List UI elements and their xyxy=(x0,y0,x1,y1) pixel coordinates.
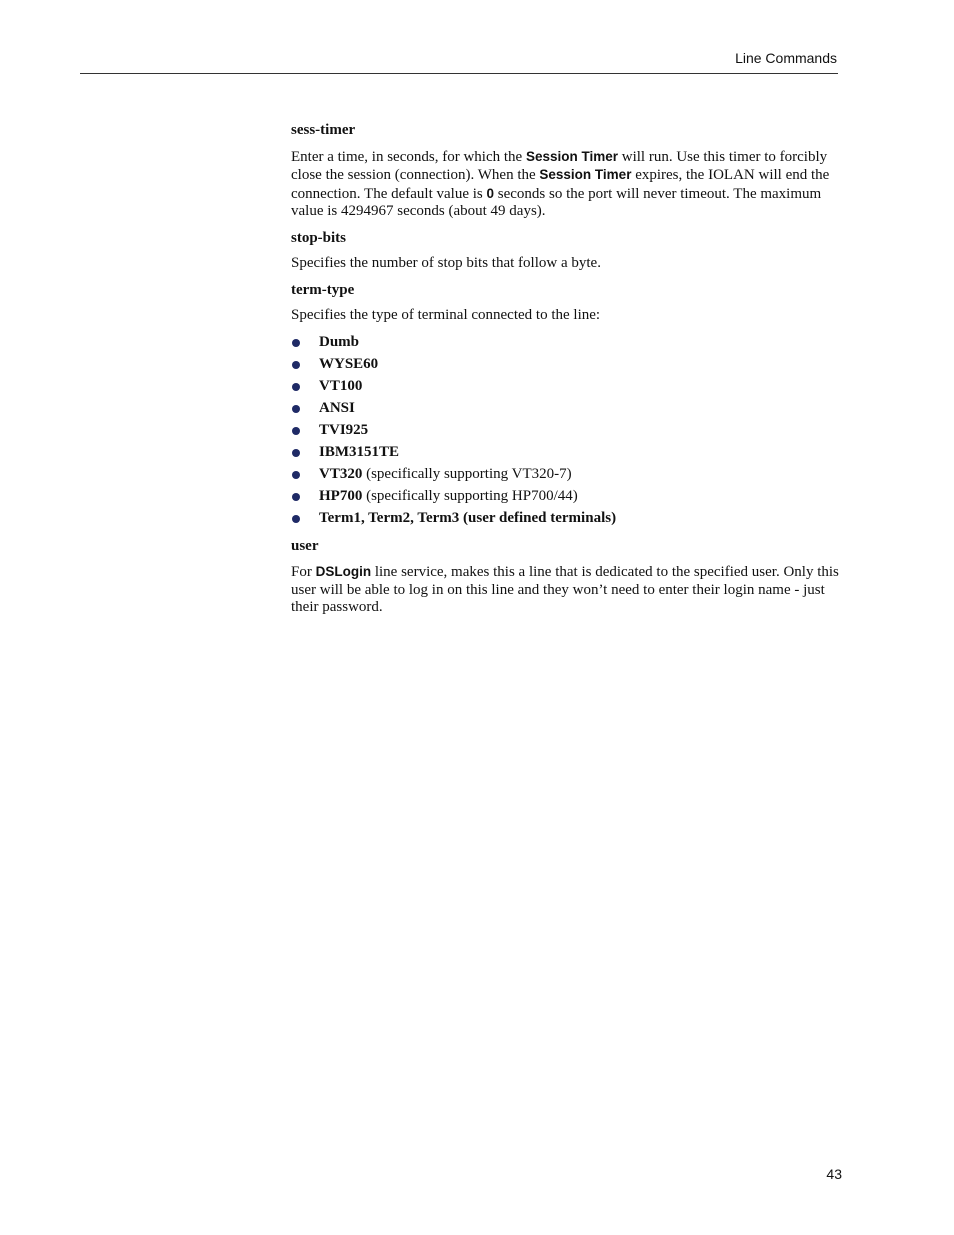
list-item: VT100 xyxy=(291,375,839,397)
bullet-icon xyxy=(292,449,300,457)
list-item: WYSE60 xyxy=(291,353,839,375)
dslogin-ref: DSLogin xyxy=(315,564,372,579)
term-stop-bits: stop-bits xyxy=(291,229,347,246)
bullet-icon xyxy=(292,427,300,435)
default-value: 0 xyxy=(486,185,495,201)
bullet-icon xyxy=(292,493,300,501)
bullet-icon xyxy=(292,361,300,369)
term-user: user xyxy=(291,537,319,554)
header-rule xyxy=(80,73,838,74)
list-item: Dumb xyxy=(291,331,839,353)
bullet-icon xyxy=(292,405,300,413)
running-header-title: Line Commands xyxy=(735,50,837,66)
term-sess-timer: sess-timer xyxy=(291,122,356,138)
user-description: For DSLogin line service, makes this a line that is dedicated to the specified user. Only this user will be able to log in on this line and they won’t need to enter their login name - just their password. xyxy=(291,564,839,615)
bullet-icon xyxy=(292,339,300,347)
bullet-icon xyxy=(292,383,300,391)
list-item: IBM3151TE xyxy=(291,441,839,463)
page-content xyxy=(291,122,839,626)
term-type-description: Specifies the type of terminal connected to the line: xyxy=(291,307,601,323)
list-item: Term1, Term2, Term3 (user defined terminals) xyxy=(291,507,839,529)
list-item: ANSI xyxy=(291,397,839,419)
term-term-type: term-type xyxy=(291,281,355,298)
session-timer-ref: Session Timer xyxy=(525,148,618,164)
bullet-icon xyxy=(292,471,300,479)
page-number: 43 xyxy=(826,1166,842,1182)
sess-timer-description: Enter a time, in seconds, for which the Session Timer will run. Use this timer to forcibly close the session (connection). When the Session Timer expires, the IOLAN will end the connection. The default value is 0 seconds so the port will never timeout. The maximum value is 4294967 seconds (about 49 days). xyxy=(291,148,830,219)
list-item: HP700 (specifically supporting HP700/44) xyxy=(291,485,839,507)
bullet-icon xyxy=(292,515,300,523)
session-timer-ref: Session Timer xyxy=(539,167,632,182)
list-item: VT320 (specifically supporting VT320-7) xyxy=(291,463,839,485)
stop-bits-description: Specifies the number of stop bits that follow a byte. xyxy=(291,255,601,271)
list-item: TVI925 xyxy=(291,419,839,441)
terminal-type-list xyxy=(291,331,839,529)
